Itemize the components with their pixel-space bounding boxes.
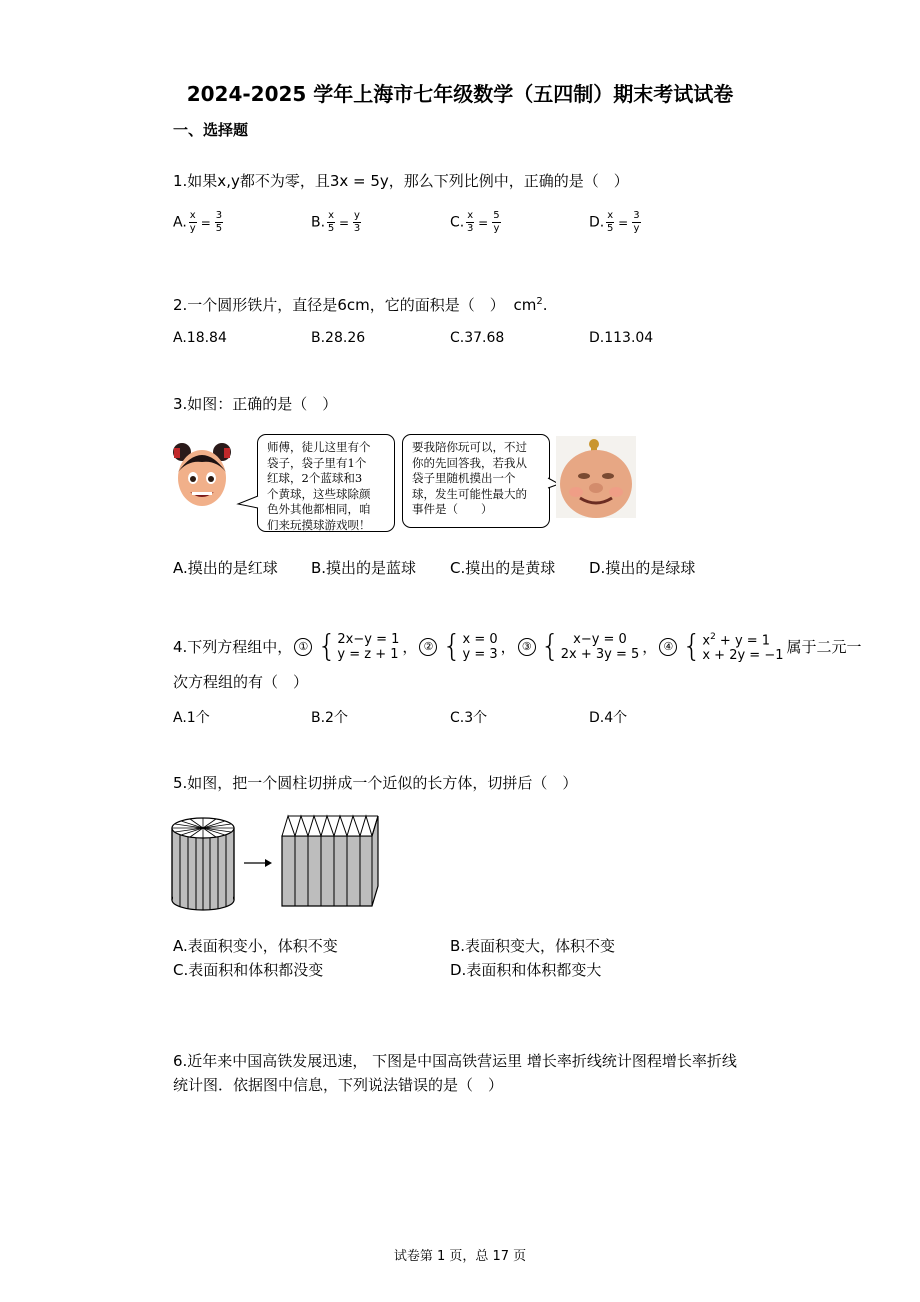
question-2-end: . (542, 296, 548, 314)
page-footer: 试卷第 1 页，总 17 页 (393, 1249, 527, 1264)
bubble-left-line: 个黄球，这些球除颜 (267, 486, 371, 501)
question-4-option-d: D.4个 (589, 710, 628, 726)
question-2-option-b: B.28.26 (311, 330, 366, 346)
bubble-right-line: 事件是（ ） (412, 502, 493, 516)
equation-row: x−y = 0 (573, 631, 627, 647)
separator: ， (500, 638, 516, 657)
question-1-option-d (589, 210, 643, 235)
question-4-stem (173, 630, 862, 663)
unit-cm: cm (513, 296, 537, 314)
equals-sign: = (618, 215, 629, 230)
denominator: y (189, 223, 196, 234)
marker-1: ① (294, 638, 312, 656)
denominator: y (493, 223, 500, 234)
question-3-stem: 3.如图：正确的是（ ） (173, 395, 338, 413)
question-3-option-b: B.摸出的是蓝球 (311, 559, 417, 577)
question-4-lead: 4.下列方程组中， (173, 638, 293, 657)
bubble-left-line: 袋子，袋子里有1个 (267, 455, 367, 470)
denominator: 5 (215, 223, 223, 234)
marker-2: ② (419, 638, 437, 656)
fraction-left (327, 210, 335, 235)
equation-row: 2x−y = 1 (337, 631, 400, 647)
fraction-left (606, 210, 614, 235)
question-2-stem (173, 294, 548, 315)
speech-bubble-left (257, 434, 395, 532)
question-5-option-b: B.表面积变大，体积不变 (450, 937, 616, 955)
question-5-option-a: A.表面积变小，体积不变 (173, 937, 338, 955)
bubble-right-line: 球，发生可能性最大的 (412, 486, 527, 501)
question-4-option-a: A.1个 (173, 710, 210, 726)
question-1-option-b (311, 210, 363, 235)
question-4-option-b: B.2个 (311, 710, 348, 726)
marker-3: ③ (518, 638, 536, 656)
equation-system-2: { x = 0 y = 3 (442, 628, 498, 664)
question-4-line2: 次方程组的有（ ） (173, 673, 309, 691)
eq-var: x (702, 633, 711, 649)
question-4-tail: 属于二元一 (786, 638, 862, 657)
bubble-left-tail (236, 494, 260, 510)
fraction-left (466, 210, 474, 235)
equation-system-3: { x−y = 0 2x + 3y = 5 (540, 628, 640, 664)
arrow-icon (243, 857, 273, 869)
page-title: 2024-2025 学年上海市七年级数学（五四制）期末考试试卷 (186, 82, 734, 106)
numerator: x (189, 210, 196, 221)
question-1-option-c (450, 210, 503, 235)
equation-row: x = 0 (462, 631, 498, 647)
option-label: A. (173, 214, 187, 231)
girl-character-illustration (170, 438, 234, 510)
option-label: C. (450, 214, 465, 231)
question-1-stem: 1.如果x,y都不为零，且3x = 5y，那么下列比例中，正确的是（ ） (173, 172, 629, 190)
cylinder-figure (168, 808, 240, 912)
question-3-option-d: D.摸出的是绿球 (589, 559, 696, 577)
numerator: x (328, 210, 334, 221)
bubble-right-line: 你的先回答我，若我从 (412, 455, 527, 470)
fraction-right (353, 210, 361, 235)
unit-exponent: 2 (536, 296, 543, 307)
equation-row: y = z + 1 (337, 646, 399, 662)
question-6-line2: 统计图．依据图中信息，下列说法错误的是（ ） (173, 1076, 504, 1094)
question-2-option-a: A.18.84 (173, 330, 227, 346)
denominator: 3 (467, 223, 474, 234)
equation-row (702, 630, 783, 648)
equals-sign: = (200, 215, 211, 230)
question-1-option-a (173, 210, 225, 235)
section-heading: 一、选择题 (173, 121, 249, 139)
equation-row: x + 2y = −1 (702, 648, 784, 664)
denominator: 5 (327, 223, 335, 234)
equation-row: y = 3 (462, 646, 498, 662)
separator: ， (402, 638, 418, 657)
question-2-option-d: D.113.04 (589, 330, 654, 346)
denominator: 5 (607, 223, 614, 234)
master-character-illustration (556, 436, 636, 518)
question-2-text: 2.一个圆形铁片，直径是6cm，它的面积是（ ） (173, 296, 505, 314)
bubble-left-line: 红球，2个蓝球和3 (267, 471, 363, 485)
bubble-left-line: 们来玩摸球游戏呗！ (267, 517, 371, 532)
numerator: x (607, 210, 614, 221)
separator: ， (642, 638, 658, 657)
question-2-option-c: C.37.68 (450, 330, 505, 346)
equals-sign: = (478, 215, 489, 230)
cuboid-figure (278, 812, 382, 908)
bubble-left-line: 师傅，徒儿这里有个 (267, 440, 371, 454)
numerator: x (467, 210, 474, 221)
bubble-right-line: 要我陪你玩可以，不过 (412, 440, 527, 454)
equation-system-4: { $x^2 + y = 1$ x + 2y = −1 (682, 628, 784, 664)
denominator: y (633, 223, 640, 234)
eq-rest: + y = 1 (715, 633, 771, 649)
denominator: 3 (353, 223, 361, 234)
eq-exponent: 2 (710, 632, 716, 642)
option-label: B. (311, 214, 326, 231)
question-5-option-d: D.表面积和体积都变大 (450, 961, 602, 979)
equation-row: 2x + 3y = 5 (560, 646, 640, 662)
question-4-option-c: C.3个 (450, 710, 488, 726)
numerator: 3 (215, 210, 223, 221)
question-3-option-a: A.摸出的是红球 (173, 559, 278, 577)
question-5-stem: 5.如图，把一个圆柱切拼成一个近似的长方体，切拼后（ ） (173, 774, 578, 792)
fraction-right (215, 210, 223, 235)
equals-sign: = (338, 215, 350, 230)
bubble-right-line: 袋子里随机摸出一个 (412, 471, 516, 485)
bubble-left-line: 色外其他都相同，咱 (267, 502, 371, 516)
question-5-option-c: C.表面积和体积都没变 (173, 961, 324, 979)
option-label: D. (589, 214, 605, 231)
equation-system-1: { 2x−y = 1 y = z + 1 (317, 628, 400, 664)
question-3-option-c: C.摸出的是黄球 (450, 559, 556, 577)
numerator: y (354, 210, 360, 221)
fraction-left (189, 210, 197, 235)
speech-bubble-right (402, 434, 550, 528)
marker-4: ④ (659, 638, 677, 656)
question-6-line1: 6.近年来中国高铁发展迅速， 下图是中国高铁营运里 增长率折线统计图程增长率折线 (173, 1052, 737, 1070)
fraction-right (492, 210, 500, 235)
fraction-right (632, 210, 640, 235)
numerator: 3 (633, 210, 640, 221)
numerator: 5 (493, 210, 500, 221)
